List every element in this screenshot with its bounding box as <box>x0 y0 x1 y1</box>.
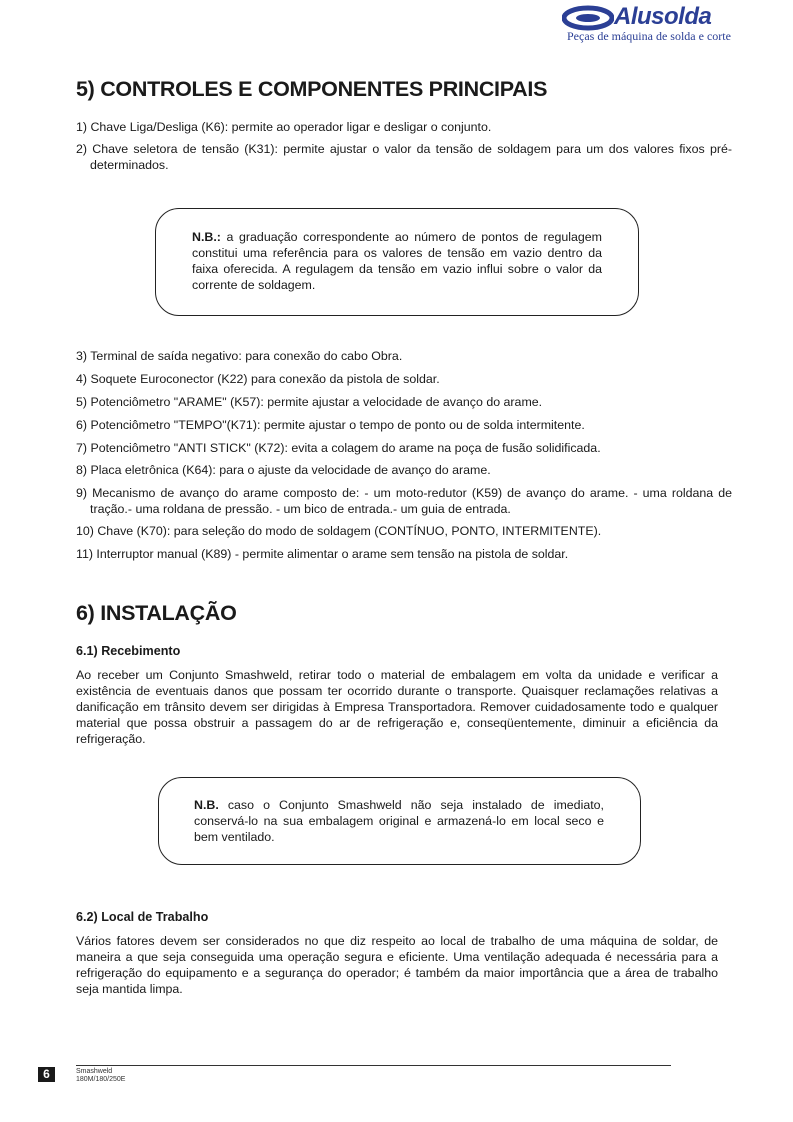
note-label: N.B. <box>194 798 219 812</box>
list-item: 7) Potenciômetro "ANTI STICK" (K72): evita a colagem do arame na poça de fusão solidificada. <box>76 441 601 455</box>
list-item: 10) Chave (K70): para seleção do modo de soldagem (CONTÍNUO, PONTO, INTERMITENTE). <box>76 524 602 538</box>
section-6-title: 6) INSTALAÇÃO <box>76 601 237 625</box>
list-item: 5) Potenciômetro "ARAME" (K57): permite ajustar a velocidade de avanço do arame. <box>76 395 543 409</box>
page-number: 6 <box>38 1067 55 1082</box>
brand-tagline: Peças de máquina de solda e corte <box>567 29 731 43</box>
list-item: 2) Chave seletora de tensão (K31): permite ajustar o valor da tensão de soldagem para um dos valores fixos pré-determinados. <box>76 142 732 172</box>
note-body: a graduação correspondente ao número de pontos de regulagem constitui uma referência para os valores de tensão em vazio dentro da faixa oferecida. A regulagem da tensão em vazio influi sobre o valor da corrente de soldagem. <box>192 230 602 292</box>
list-item: 6) Potenciômetro "TEMPO"(K71): permite ajustar o tempo de ponto ou de solda intermitente. <box>76 418 585 432</box>
list-item: 9) Mecanismo de avanço do arame composto de: - um moto-redutor (K59) de avanço do arame. - uma roldana de tração.- uma roldana de pressão. - um bico de entrada.- um guia de entrada. <box>76 486 732 516</box>
section-5-title: 5) CONTROLES E COMPONENTES PRINCIPAIS <box>76 77 548 101</box>
footer-product: Smashweld <box>76 1068 113 1075</box>
list-item: 11) Interruptor manual (K89) - permite alimentar o arame sem tensão na pistola de soldar. <box>76 547 569 561</box>
subsection-6-1-paragraph: Ao receber um Conjunto Smashweld, retirar todo o material de embalagem em volta da unidade e verificar a existência de eventuais danos que possam ter ocorrido durante o transporte. Quaisquer reclamações relativas a danificação em trânsito devem ser dirigidas à Empresa Transportadora. Remover cuidadosamente todo e qualquer material que possa obstruir a passagem do ar de refrigeração e, conseqüentemente, diminuir a eficiência da refrigeração. <box>76 668 718 746</box>
subsection-6-2-title: 6.2) Local de Trabalho <box>76 910 209 924</box>
note-body: caso o Conjunto Smashweld não seja instalado de imediato, conservá-lo na sua embalagem original e armazená-lo em local seco e bem ventilado. <box>194 798 604 844</box>
footer-divider <box>76 1065 671 1066</box>
logo-swoosh-icon <box>562 4 614 32</box>
note-label: N.B.: <box>192 230 221 244</box>
note-text <box>192 229 602 293</box>
brand-logo <box>562 4 752 46</box>
footer-model: 180M/180/250E <box>76 1076 126 1083</box>
note-text <box>194 797 604 845</box>
list-item: 4) Soquete Euroconector (K22) para conexão da pistola de soldar. <box>76 372 440 386</box>
subsection-6-2-paragraph: Vários fatores devem ser considerados no que diz respeito ao local de trabalho de uma máquina de soldar, de maneira a que seja conseguida uma operação segura e eficiente. Uma ventilação adequada é necessária para a refrigeração do equipamento e a segurança do operador; é também da maior importância que a área de trabalho seja mantida limpa. <box>76 934 718 996</box>
list-item: 1) Chave Liga/Desliga (K6): permite ao operador ligar e desligar o conjunto. <box>76 120 492 134</box>
list-item: 8) Placa eletrônica (K64): para o ajuste da velocidade de avanço do arame. <box>76 463 491 477</box>
brand-name: Alusolda <box>614 3 712 30</box>
subsection-6-1-title: 6.1) Recebimento <box>76 644 181 658</box>
list-item: 3) Terminal de saída negativo: para conexão do cabo Obra. <box>76 349 403 363</box>
